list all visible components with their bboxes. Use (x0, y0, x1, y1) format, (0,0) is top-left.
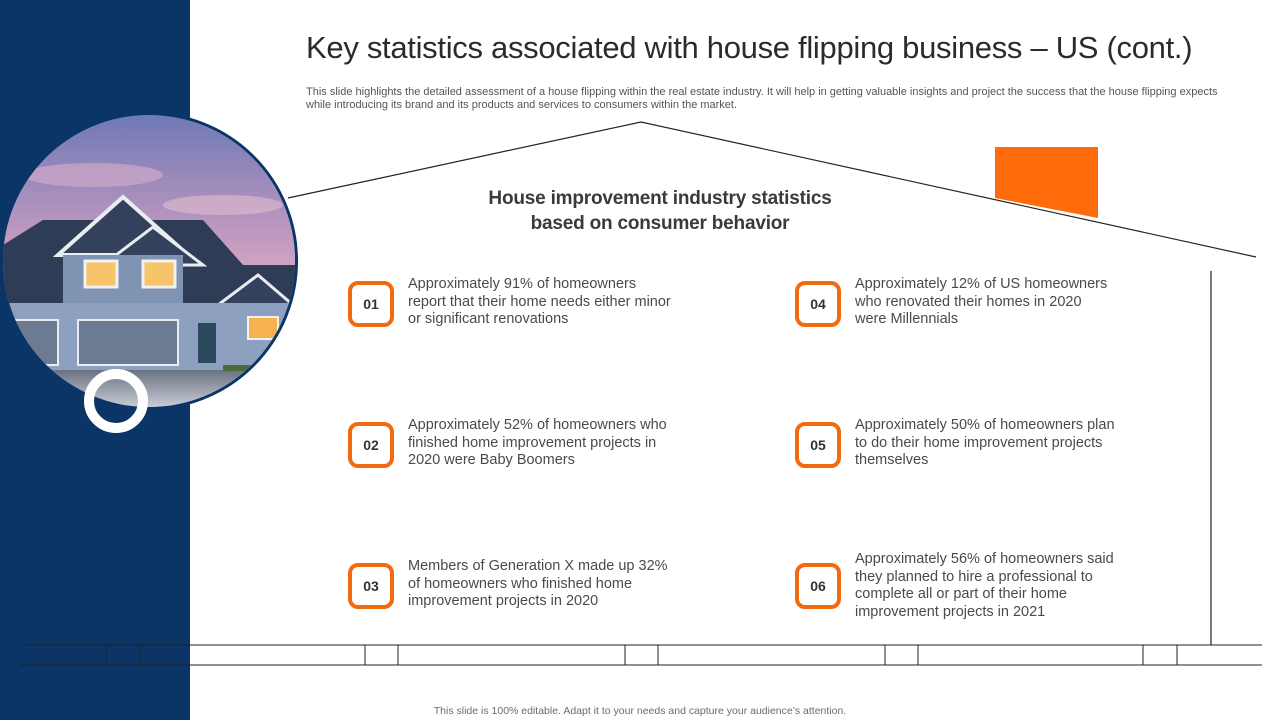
page-subtitle: This slide highlights the detailed assessment of a house flipping within the real estate industry. It will help in getting valuable insights and project the success that the house flipping expects while introducing its brand and its products and services to consumers within the market. (306, 86, 1218, 111)
stat-number-badge: 05 (795, 422, 841, 468)
stat-text: Approximately 12% of US homeowners who renovated their homes in 2020 were Millennials (855, 276, 1108, 327)
section-heading-line1: House improvement industry statistics (488, 188, 832, 209)
page-title: Key statistics associated with house flipping business – US (cont.) (306, 30, 1193, 65)
stat-item-04 (795, 276, 1145, 329)
stat-number-badge: 03 (348, 563, 394, 609)
stat-item-03 (348, 558, 698, 611)
stat-text: Approximately 56% of homeowners said they planned to hire a professional to complete all or part of their home improvement projects in 2021 (855, 551, 1114, 620)
stat-text: Members of Generation X made up 32% of homeowners who finished home improvement projects in 2020 (408, 558, 668, 609)
chimney (995, 147, 1098, 218)
floor-dividers (106, 645, 1177, 665)
section-heading (440, 186, 880, 236)
stat-text: Approximately 52% of homeowners who finished home improvement projects in 2020 were Baby Boomers (408, 417, 667, 468)
footer-note: This slide is 100% editable. Adapt it to your needs and capture your audience’s attention. (433, 705, 847, 717)
house-photo (0, 112, 298, 410)
stat-number-badge: 04 (795, 281, 841, 327)
stat-item-01 (348, 276, 698, 329)
decorative-ring (84, 369, 148, 433)
stat-text: Approximately 50% of homeowners plan to do their home improvement projects themselves (855, 417, 1115, 468)
stat-item-02 (348, 417, 698, 470)
stat-number-badge: 06 (795, 563, 841, 609)
stat-item-06 (795, 551, 1145, 621)
stat-number-badge: 02 (348, 422, 394, 468)
section-heading-line2: based on consumer behavior (530, 213, 790, 234)
stat-number-badge: 01 (348, 281, 394, 327)
stat-text: Approximately 91% of homeowners report that their home needs either minor or significant renovations (408, 276, 671, 327)
stat-item-05 (795, 417, 1145, 470)
